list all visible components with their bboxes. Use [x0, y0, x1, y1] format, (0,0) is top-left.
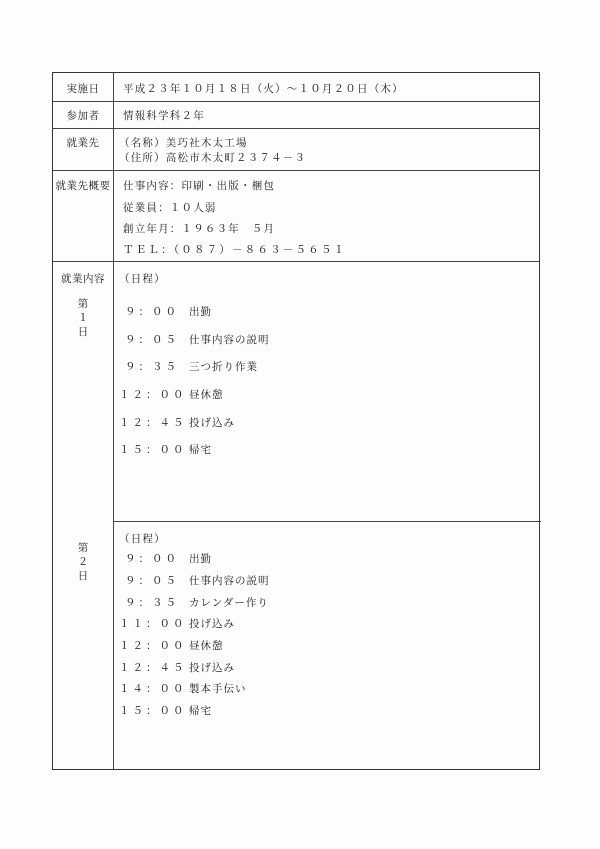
day1-heading: （日程）	[119, 273, 166, 285]
date-label: 実施日	[66, 83, 100, 95]
day2-heading: （日程）	[119, 533, 166, 545]
workplace-address: （住所）高松市木太町２３７４－３	[119, 152, 307, 164]
schedule-time: ９：０５	[125, 575, 179, 587]
overview-label: 就業先概要	[55, 180, 111, 192]
schedule-activity: 仕事内容の説明	[189, 334, 270, 346]
schedule-row	[119, 551, 212, 566]
schedule-time: １５：００	[119, 705, 187, 717]
schedule-time: １２：４５	[119, 662, 187, 674]
schedule-row	[119, 304, 212, 319]
schedule-time: １１：００	[119, 618, 187, 630]
schedule-activity: 投げ込み	[189, 662, 235, 674]
schedule-activity: 製本手伝い	[189, 683, 247, 695]
schedule-activity: 投げ込み	[189, 618, 235, 630]
schedule-row	[119, 638, 224, 653]
workplace-label: 就業先	[66, 137, 100, 149]
schedule-row	[119, 573, 270, 588]
day-char: 日	[77, 570, 89, 582]
label-column-divider	[113, 73, 114, 769]
schedule-row	[119, 595, 269, 610]
schedule-activity: 出勤	[189, 306, 212, 318]
day-char: ２	[77, 556, 89, 568]
schedule-row	[119, 616, 235, 631]
schedule-time: １２：００	[119, 389, 187, 401]
schedule-time: ９：３５	[125, 597, 179, 609]
schedule-activity: 帰宅	[189, 705, 212, 717]
day1-label	[53, 297, 113, 339]
schedule-time: ９：０５	[125, 334, 179, 346]
schedule-activity: 仕事内容の説明	[189, 575, 270, 587]
row-divider	[53, 170, 539, 171]
day-char: 第	[77, 298, 89, 310]
row-divider	[53, 101, 539, 102]
day-char: 第	[77, 542, 89, 554]
schedule-time: １５：００	[119, 444, 187, 456]
schedule-time: ９：００	[125, 306, 179, 318]
day2-label	[53, 541, 113, 583]
schedule-activity: カレンダー作り	[189, 597, 269, 609]
schedule-time: ９：００	[125, 553, 179, 565]
schedule-row	[119, 442, 212, 457]
schedule-row	[119, 359, 258, 374]
overview-line: 仕事内容：印刷・出版・梱包	[123, 180, 276, 192]
schedule-activity: 投げ込み	[189, 417, 235, 429]
workplace-name: （名称）美巧社木太工場	[119, 137, 248, 149]
schedule-row	[119, 387, 224, 402]
training-report-table	[52, 72, 540, 770]
schedule-activity: 帰宅	[189, 444, 212, 456]
overview-line: ＴＥＬ：（０８７）－８６３－５６５１	[123, 244, 347, 256]
schedule-row	[119, 681, 247, 696]
schedule-row	[119, 415, 235, 430]
schedule-time: １２：４５	[119, 417, 187, 429]
day-char: 日	[77, 326, 89, 338]
schedule-activity: 三つ折り作業	[189, 361, 258, 373]
day-char: １	[77, 312, 89, 324]
schedule-row	[119, 660, 235, 675]
schedule-activity: 出勤	[189, 553, 212, 565]
day-divider	[113, 521, 541, 522]
schedule-time: １４：００	[119, 683, 187, 695]
overview-line: 従業員：１０人弱	[123, 202, 217, 214]
work-content-label: 就業内容	[61, 273, 105, 285]
participant-label: 参加者	[66, 110, 100, 122]
schedule-row	[119, 332, 270, 347]
participant-value: 情報科学科２年	[123, 110, 205, 122]
schedule-time: １２：００	[119, 640, 187, 652]
schedule-time: ９：３５	[125, 361, 179, 373]
date-value: 平成２３年１０月１８日（火）～１０月２０日（木）	[123, 83, 404, 95]
schedule-activity: 昼休憩	[189, 389, 224, 401]
overview-line: 創立年月：１９６３年 ５月	[123, 223, 276, 235]
schedule-row	[119, 703, 212, 718]
row-divider	[53, 128, 539, 129]
row-divider	[53, 261, 539, 262]
schedule-activity: 昼休憩	[189, 640, 224, 652]
